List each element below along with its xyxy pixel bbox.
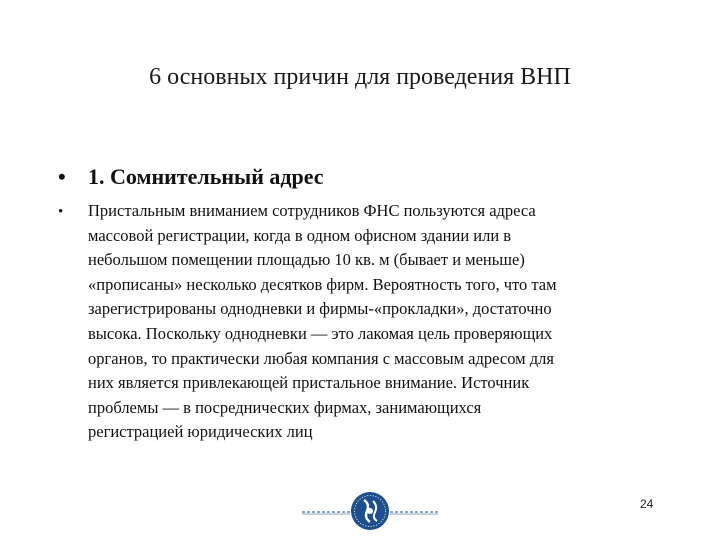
body-line: органов, то практически любая компания с массовым адресом для [88, 348, 554, 368]
body-paragraph [88, 199, 688, 445]
heading-text: 1. Сомнительный адрес [88, 164, 324, 189]
bullet-marker: • [58, 164, 66, 189]
body-line: «прописаны» несколько десятков фирм. Вероятность того, что там [88, 274, 557, 294]
body-line: массовой регистрации, когда в одном офисном здании или в [88, 225, 512, 245]
page-number: 24 [640, 497, 654, 511]
body-line: небольшом помещении площадью 10 кв. м (бывает и меньше) [88, 250, 525, 270]
bullet-marker: • [58, 204, 64, 220]
body-line: высока. Поскольку однодневки — это лакомая цель проверяющих [88, 323, 553, 343]
body-line: проблемы — в посреднических фирмах, занимающихся [88, 397, 482, 417]
body-line: Пристальным вниманием сотрудников ФНС пользуются адреса [88, 201, 536, 220]
body-line: них является привлекающей пристальное внимание. Источник [88, 373, 530, 393]
organization-logo-icon [300, 491, 440, 531]
body-line: регистрацией юридических лиц [88, 422, 313, 442]
body-line: зарегистрированы однодневки и фирмы-«прокладки», достаточно [88, 299, 552, 319]
slide-title: 6 основных причин для проведения ВНП [149, 64, 571, 90]
